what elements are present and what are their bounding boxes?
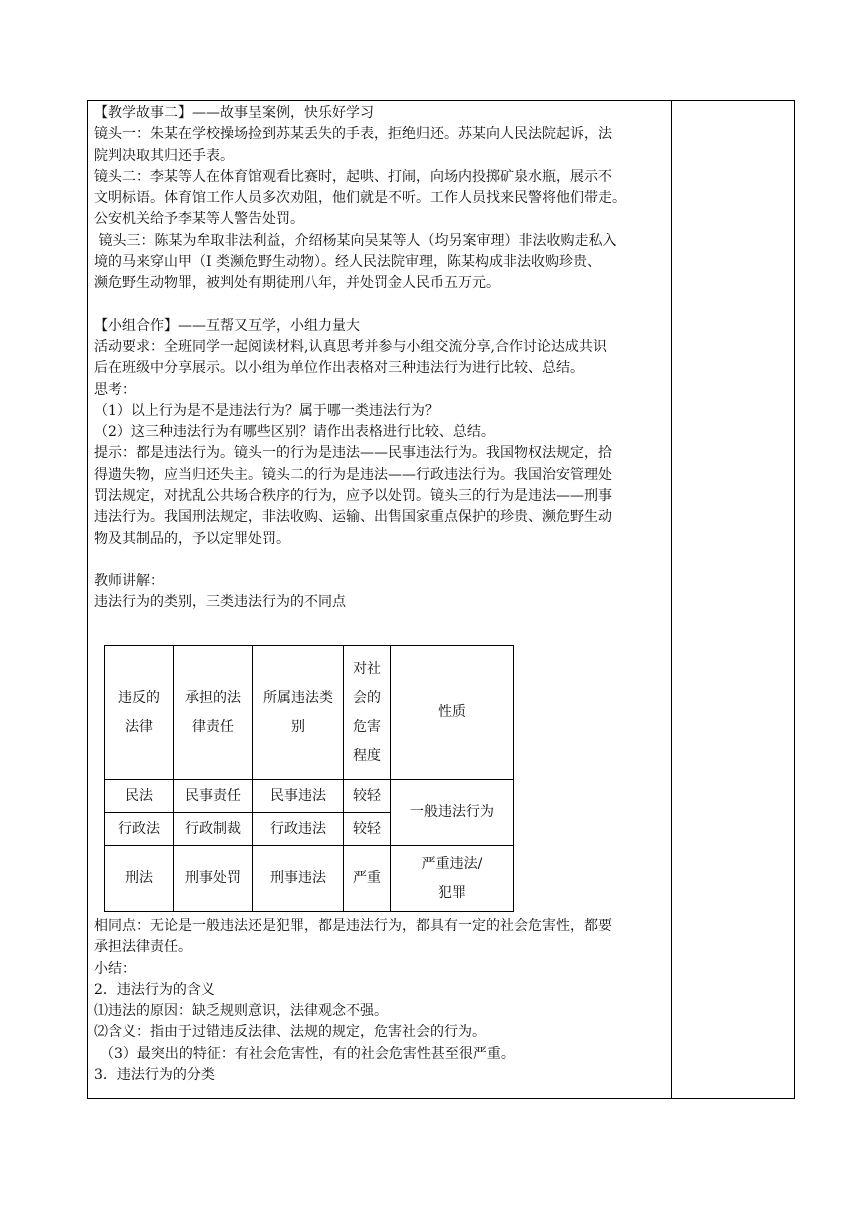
summary-item: 3．违法行为的分类 (94, 1067, 215, 1084)
summary-item: （3）最突出的特征：有社会危害性，有的社会危害性甚至很严重。 (100, 1045, 515, 1062)
lesson-content (94, 103, 666, 614)
summary-section (94, 916, 666, 1086)
cell-harm: 较轻 (344, 813, 391, 846)
activity-requirement: 活动要求：全班同学一起阅读材料,认真思考并参与小组交流分享,合作讨论达成共识 (94, 338, 607, 355)
question-1: （1）以上行为是不是违法行为？属于哪一类违法行为？ (94, 402, 439, 419)
similarity-line: 相同点：无论是一般违法还是犯罪，都是违法行为，都具有一定的社会危害性，都要 (94, 918, 612, 934)
teacher-intro: 违法行为的类别，三类违法行为的不同点 (94, 594, 346, 611)
cell-category: 行政违法 (253, 813, 344, 846)
lesson-table-frame (87, 100, 795, 1099)
cell-responsibility: 民事责任 (174, 780, 253, 813)
cell-responsibility: 行政制裁 (174, 813, 253, 846)
summary-item: ⑴违法的原因：缺乏规则意识，法律观念不强。 (94, 1003, 388, 1020)
header-harm: 对社 会的 危害 程度 (344, 646, 391, 780)
cell-law: 刑法 (105, 846, 174, 912)
cell-law: 行政法 (105, 813, 174, 846)
summary-label: 小结： (94, 960, 136, 977)
summary-item: ⑵含义：指由于过错违反法律、法规的规定，危害社会的行为。 (94, 1024, 486, 1041)
cell-harm: 较轻 (344, 780, 391, 813)
story2-heading: 【教学故事二】——故事呈案例，快乐好学习 (94, 105, 374, 121)
similarity-line: 承担法律责任。 (94, 939, 192, 956)
group-heading: 【小组合作】——互帮又互学，小组力量大 (94, 317, 360, 334)
cell-harm: 严重 (344, 846, 391, 912)
hint-line: 得遗失物，应当归还失主。镜头二的行为是违法——行政违法行为。我国治安管理处 (94, 466, 612, 483)
header-nature: 性质 (391, 646, 514, 780)
shot3-line: 境的马来穿山甲（I 类濒危野生动物）。经人民法院审理，陈某构成非法收购珍贵、 (94, 254, 601, 271)
shot1-line: 院判决取其归还手表。 (94, 147, 234, 164)
shot3-line: 镜头三：陈某为牟取非法利益，介绍杨某向吴某等人（均另案审理）非法收购走私入 (94, 232, 617, 249)
think-label: 思考： (94, 381, 136, 398)
header-law: 违反的 法律 (105, 646, 174, 780)
column-divider (671, 101, 672, 1098)
cell-nature: 一般违法行为 (391, 780, 514, 846)
shot3-line: 濒危野生动物罪，被判处有期徒刑八年，并处罚金人民币五万元。 (94, 275, 500, 292)
cell-category: 民事违法 (253, 780, 344, 813)
cell-category: 刑事违法 (253, 846, 344, 912)
hint-line: 提示：都是违法行为。镜头一的行为是违法——民事违法行为。我国物权法规定，拾 (94, 445, 612, 462)
header-responsibility: 承担的法 律责任 (174, 646, 253, 780)
cell-law: 民法 (105, 780, 174, 813)
cell-responsibility: 刑事处罚 (174, 846, 253, 912)
cell-nature: 严重违法/ 犯罪 (391, 846, 514, 912)
shot2-line: 文明标语。体育馆工作人员多次劝阻，他们就是不听。工作人员找来民警将他们带走。 (94, 190, 626, 207)
summary-item: 2．违法行为的含义 (94, 981, 215, 998)
shot1-line: 镜头一：朱某在学校操场捡到苏某丢失的手表，拒绝归还。苏某向人民法院起诉，法 (94, 126, 612, 143)
hint-line: 物及其制品的，予以定罪处罚。 (94, 530, 290, 547)
activity-requirement: 后在班级中分享展示。以小组为单位作出表格对三种违法行为进行比较、总结。 (94, 360, 584, 377)
shot2-line: 镜头二：李某等人在体育馆观看比赛时，起哄、打闹，向场内投掷矿泉水瓶，展示不 (94, 168, 612, 185)
hint-line: 罚法规定，对扰乱公共场合秩序的行为，应予以处罚。镜头三的行为是违法——刑事 (94, 488, 612, 505)
header-category: 所属违法类 别 (253, 646, 344, 780)
question-2: （2）这三种违法行为有哪些区别？请作出表格进行比较、总结。 (94, 424, 495, 441)
shot2-line: 公安机关给予李某等人警告处罚。 (94, 211, 304, 228)
teacher-heading: 教师讲解： (94, 572, 164, 589)
violation-comparison-table (104, 645, 514, 912)
hint-line: 违法行为。我国刑法规定，非法收购、运输、出售国家重点保护的珍贵、濒危野生动 (94, 509, 612, 526)
